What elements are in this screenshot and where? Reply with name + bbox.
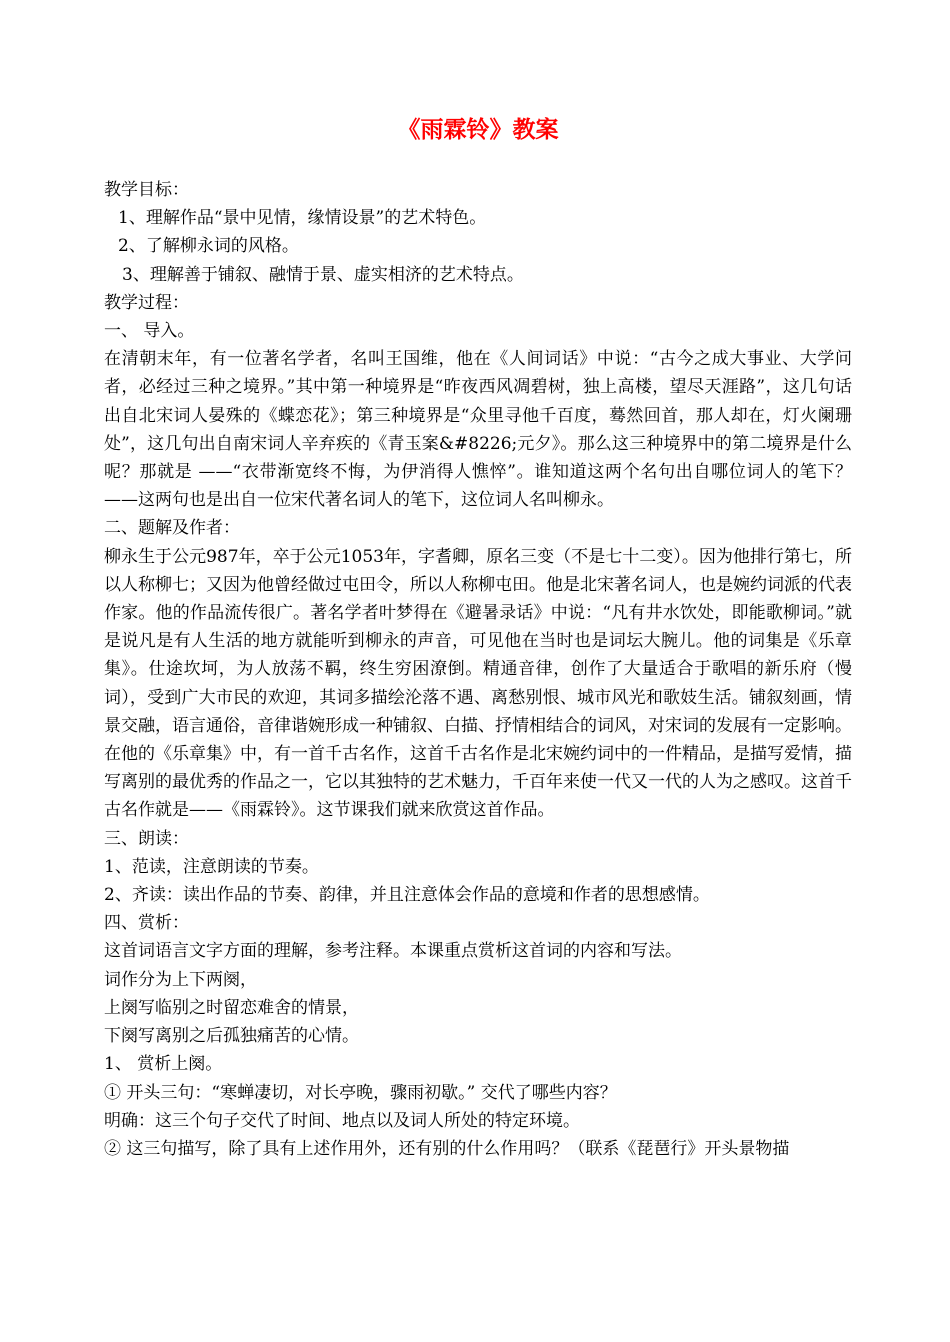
question-item: ② 这三句描写，除了具有上述作用外，还有别的什么作用吗？（联系《琵琶行》开头景物描	[104, 1138, 790, 1159]
answer-item: 明确：这三个句子交代了时间、地点以及词人所处的特定环境。	[104, 1110, 580, 1131]
objective-item: 3、理解善于铺叙、融情于景、虚实相济的艺术特点。	[122, 264, 524, 285]
analysis-paragraph: 下阕写离别之后孤独痛苦的心情。	[104, 1026, 359, 1047]
intro-paragraph: 在清朝末年，有一位著名学者，名叫王国维，他在《人间词话》中说：“古今之成大事业、大学问者，必经过三种之境界。”其中第一种境界是“昨夜西风凋碧树，独上高楼，望尽天涯路”，这几句话出自北宋词人晏殊的《蝶恋花》；第三种境界是“众里寻他千百度，蓦然回首，那人却在，灯火阑珊处”，这几句出自南宋词人辛弃疾的《青玉案&#8226;元夕》。那么这三种境界中的第二境界是什么呢？那就是 ——“衣带渐宽终不悔，为伊消得人憔悴”。谁知道这两个名句出自哪位词人的笔下？——这两句也是出自一位宋代著名词人的笔下，这位词人名叫柳永。	[104, 349, 852, 511]
question-item: ① 开头三句：“寒蝉凄切，对长亭晚，骤雨初歇。” 交代了哪些内容？	[104, 1082, 617, 1103]
section-heading-reading: 三、朗读：	[104, 828, 189, 849]
reading-item: 1、范读，注意朗读的节奏。	[104, 856, 319, 877]
section-heading-analysis: 四、赏析：	[104, 913, 189, 934]
section-heading-objectives: 教学目标：	[104, 180, 189, 200]
section-heading-author: 二、题解及作者：	[104, 518, 240, 539]
analysis-paragraph: 上阕写临别之时留恋难舍的情景，	[104, 997, 359, 1018]
section-heading-intro: 一、 导入。	[104, 321, 195, 342]
document-page	[104, 114, 852, 1163]
author-paragraph: 柳永生于公元987年，卒于公元1053年，字耆卿，原名三变（不是七十二变）。因为他排行第七，所以人称柳七；又因为他曾经做过屯田令，所以人称柳屯田。他是北宋著名词人，也是婉约词派的代表作家。他的作品流传很广。著名学者叶梦得在《避暑录话》中说：“凡有井水饮处，即能歌柳词。”就是说凡是有人生活的地方就能听到柳永的声音，可见他在当时也是词坛大腕儿。他的词集是《乐章集》。仕途坎坷，为人放荡不羁，终生穷困潦倒。精通音律，创作了大量适合于歌唱的新乐府（慢词），受到广大市民的欢迎，其词多描绘沦落不遇、离愁别恨、城市风光和歌妓生活。铺叙刻画，情景交融，语言通俗，音律谐婉形成一种铺叙、白描、抒情相结合的词风，对宋词的发展有一定影响。在他的《乐章集》中，有一首千古名作，这首千古名作是北宋婉约词中的一件精品，是描写爱情，描写离别的最优秀的作品之一，它以其独特的艺术魅力，千百年来使一代又一代的人为之感叹。这首千古名作就是——《雨霖铃》。这节课我们就来欣赏这首作品。	[104, 546, 852, 821]
subsection-heading: 1、 赏析上阕。	[104, 1054, 223, 1075]
reading-item: 2、齐读：读出作品的节奏、韵律，并且注意体会作品的意境和作者的思想感情。	[104, 885, 710, 906]
objective-item: 2、了解柳永词的风格。	[118, 236, 299, 257]
section-heading-process: 教学过程：	[104, 292, 189, 313]
analysis-paragraph: 词作分为上下两阕，	[104, 969, 257, 990]
objective-item: 1、理解作品“景中见情，缘情设景”的艺术特色。	[118, 208, 487, 229]
document-title: 《雨霖铃》教案	[397, 117, 559, 143]
analysis-paragraph: 这首词语言文字方面的理解，参考注释。本课重点赏析这首词的内容和写法。	[104, 941, 682, 962]
